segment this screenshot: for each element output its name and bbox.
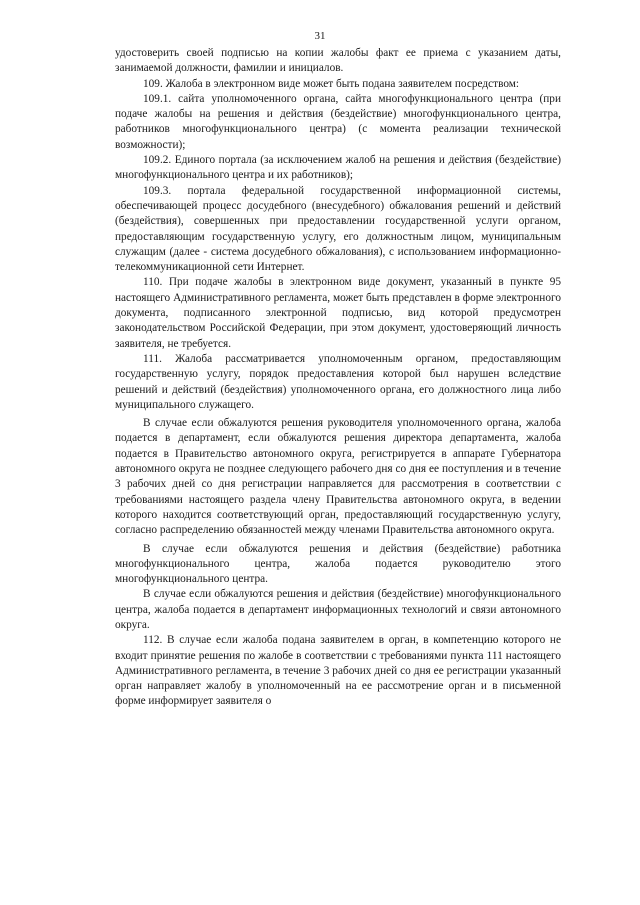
paragraph-112: 112. В случае если жалоба подана заявителем в орган, в компетенцию которого не входит принятие решения по жалобе в соответствии с требованиями пункта 111 настоящего Административного регламента, в течение 3 рабочих дней со дня ее регистрации указанный орган направляет жалобу в уполномоченный на ее рассмотрение орган и в письменной форме информирует заявителя о bbox=[115, 634, 561, 708]
paragraph-111-head-complaint: В случае если обжалуются решения руководителя уполномоченного органа, жалоба подается в департамент, если обжалуются решения директора департамента, жалоба подается в Правительство автономного округа, регистрируется в аппарате Губернатора автономного округа не позднее следующего рабочего дня со дня ее поступления и в течение 3 рабочих дней со дня регистрации направляется для рассмотрения в соответствии с требованиями настоящего раздела члену Правительства автономного округа, в ведении которого находится соответствующий орган, предоставляющий государственную услугу, согласно распределению обязанностей между членами Правительства автономного округа. bbox=[115, 417, 561, 537]
paragraph-109-2: 109.2. Единого портала (за исключением жалоб на решения и действия (бездействие) многофункционального центра и их работников); bbox=[115, 154, 561, 182]
page-number: 31 bbox=[314, 30, 326, 42]
document-body bbox=[115, 46, 561, 710]
paragraph-111-mfc: В случае если обжалуются решения и действия (бездействие) многофункционального центра, жалоба подается в департамент информационных технологий и связи автономного округа. bbox=[115, 588, 561, 631]
paragraph-111: 111. Жалоба рассматривается уполномоченным органом, предоставляющим государственную услугу, порядок предоставления которой был нарушен вследствие решений и действий (бездействия) уполномоченного органа, его должностного лица либо муниципального служащего. bbox=[115, 352, 561, 411]
paragraph-continuation: удостоверить своей подписью на копии жалобы факт ее приема с указанием даты, занимаемой должности, фамилии и инициалов. bbox=[115, 47, 561, 75]
paragraph-109-1: 109.1. сайта уполномоченного органа, сайта многофункционального центра (при подаче жалобы на решения и действия (бездействие) многофункционального центра, работников многофункционального центра) (с момента реализации технической возможности); bbox=[115, 92, 561, 151]
paragraph-111-mfc-employee: В случае если обжалуются решения и действия (бездействие) работника многофункционального центра, жалоба подается руководителю этого многофункционального центра. bbox=[115, 542, 561, 586]
paragraph-109: 109. Жалоба в электронном виде может быть подана заявителем посредством: bbox=[143, 77, 520, 90]
paragraph-110: 110. При подаче жалобы в электронном виде документ, указанный в пункте 95 настоящего Административного регламента, может быть представлен в форме электронного документа, подписанного электронной подписью, вид которой предусмотрен законодательством Российской Федерации, при этом документ, удостоверяющий личность заявителя, не требуется. bbox=[115, 276, 561, 350]
paragraph-109-3: 109.3. портала федеральной государственной информационной системы, обеспечивающей процесс досудебного (внесудебного) обжалования решений и действий (бездействия), совершенных при предоставлении государственной услуги органом, предоставляющим государственную услугу, его должностным лицом, муниципальным служащим (далее - система досудебного обжалования), с использованием информационно-телекоммуникационной сети Интернет. bbox=[115, 184, 561, 274]
